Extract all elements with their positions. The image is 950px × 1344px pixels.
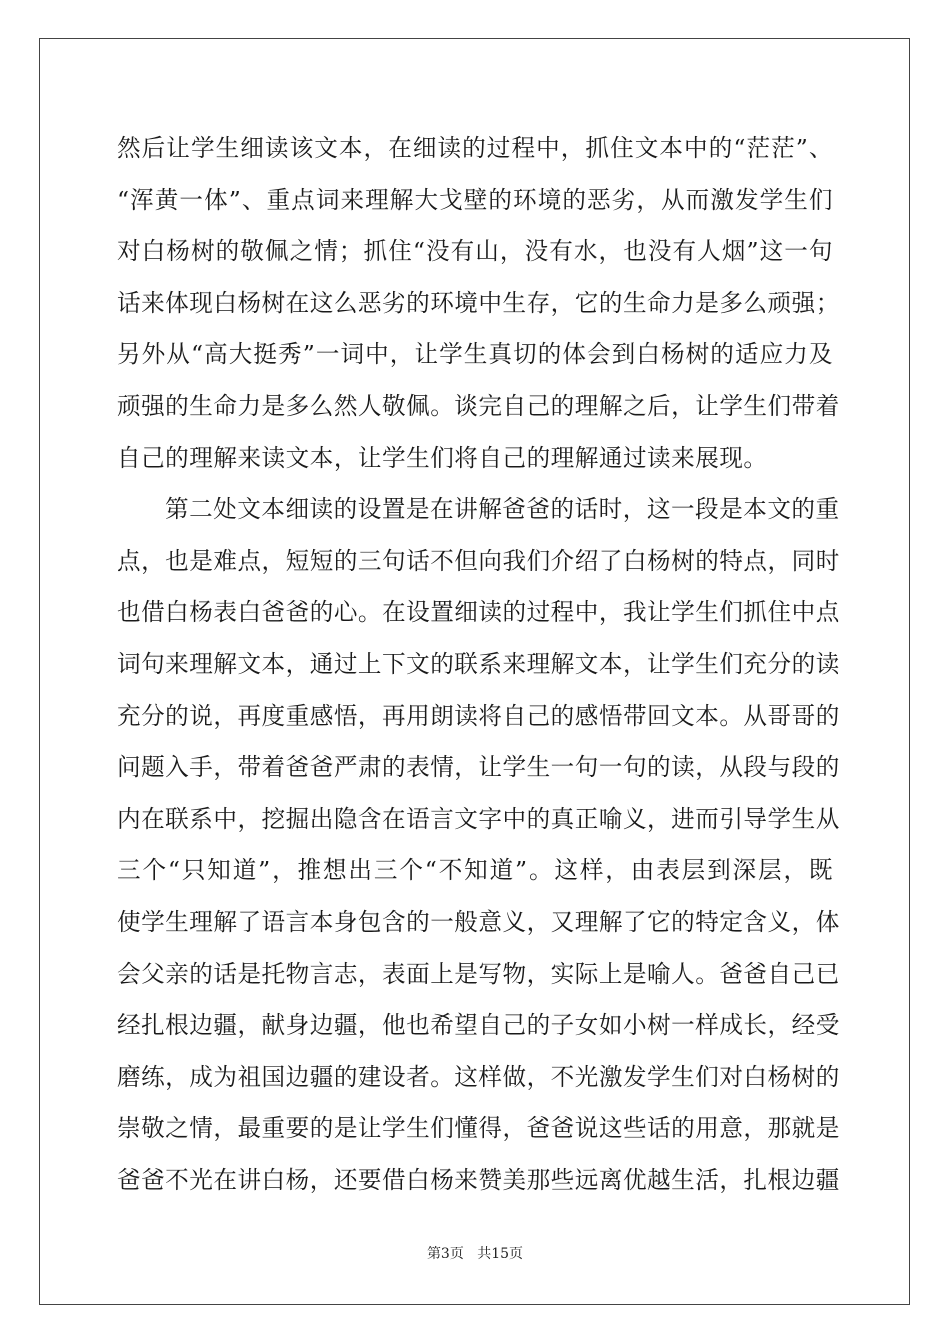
total-pages: 共15页 xyxy=(477,1246,524,1262)
text-line: 词句来理解文本，通过上下文的联系来理解文本，让学生们充分的读 xyxy=(117,649,840,678)
text-line: 自己的理解来读文本，让学生们将自己的理解通过读来展现。 xyxy=(117,443,768,472)
text-line: 然后让学生细读该文本，在细读的过程中，抓住文本中的“茫茫”、 xyxy=(117,134,833,162)
text-line: 充分的说，再度重感悟，再用朗读将自己的感悟带回文本。从哥哥的 xyxy=(117,701,840,730)
text-line: 对白杨树的敬佩之情；抓住“没有山，没有水，也没有人烟”这一句 xyxy=(117,237,833,266)
text-line: 三个“只知道”，推想出三个“不知道”。这样，由表层到深层，既 xyxy=(117,856,833,885)
text-line: 顽强的生命力是多么然人敬佩。谈完自己的理解之后，让学生们带着 xyxy=(117,391,840,420)
text-line: “浑黄一体”、重点词来理解大戈壁的环境的恶劣，从而激发学生们 xyxy=(117,185,833,214)
text-line: 使学生理解了语言本身包含的一般意义，又理解了它的特定含义，体 xyxy=(117,907,840,936)
text-line: 崇敬之情，最重要的是让学生们懂得，爸爸说这些话的用意，那就是 xyxy=(117,1114,840,1143)
text-line: 点，也是难点，短短的三句话不但向我们介绍了白杨树的特点，同时 xyxy=(117,546,840,575)
text-line: 经扎根边疆，献身边疆，他也希望自己的子女如小树一样成长，经受 xyxy=(117,1011,840,1040)
text-line: 问题入手，带着爸爸严肃的表情，让学生一句一句的读，从段与段的 xyxy=(117,753,840,782)
text-line: 会父亲的话是托物言志，表面上是写物，实际上是喻人。爸爸自己已 xyxy=(117,959,840,988)
page-footer xyxy=(0,1243,950,1263)
text-line: 内在联系中，挖掘出隐含在语言文字中的真正喻义，进而引导学生从 xyxy=(117,804,840,833)
text-line: 爸爸不光在讲白杨，还要借白杨来赞美那些远离优越生活，扎根边疆 xyxy=(117,1165,840,1194)
text-line: 磨练，成为祖国边疆的建设者。这样做，不光激发学生们对白杨树的 xyxy=(117,1062,840,1091)
text-line: 话来体现白杨树在这么恶劣的环境中生存，它的生命力是多么顽强； xyxy=(117,288,840,317)
text-line: 也借白杨表白爸爸的心。在设置细读的过程中，我让学生们抓住中点 xyxy=(117,598,840,627)
text-line: 另外从“高大挺秀”一词中，让学生真切的体会到白杨树的适应力及 xyxy=(117,340,833,369)
page-number: 第3页 xyxy=(426,1246,464,1262)
text-line: 第二处文本细读的设置是在讲解爸爸的话时，这一段是本文的重 xyxy=(165,495,840,524)
document-body xyxy=(117,127,840,1210)
